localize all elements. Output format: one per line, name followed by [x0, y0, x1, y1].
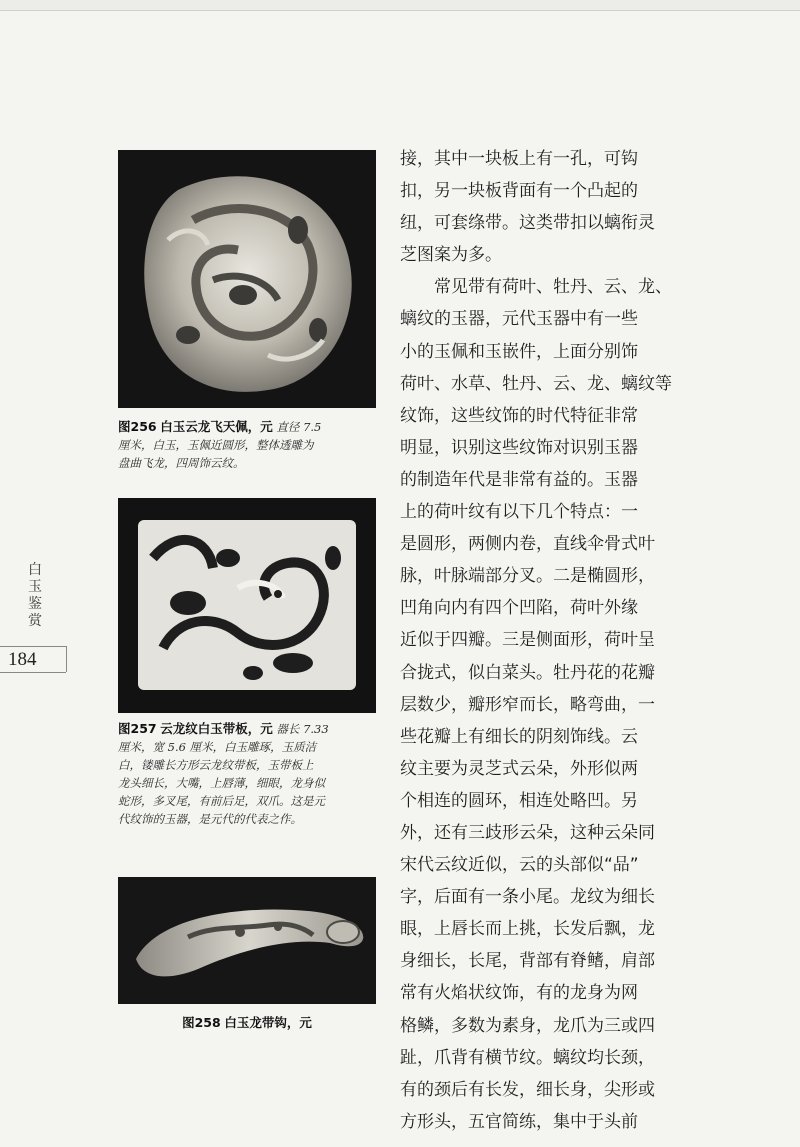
body-line: 凹角向内有四个凹陷，荷叶外缘 [400, 598, 638, 619]
body-line: 荷叶、水草、牡丹、云、龙、螭纹等 [400, 373, 672, 394]
section-label-char: 赏 [28, 613, 42, 629]
body-line: 宋代云纹近似，云的头部似“品” [400, 855, 639, 876]
section-label [15, 562, 55, 630]
fig-description-line: 代纹饰的玉器，是元代的代表之作。 [118, 812, 302, 826]
body-line: 芝图案为多。 [400, 245, 502, 266]
body-line: 扣，另一块板背面有一个凸起的 [400, 181, 638, 202]
body-line: 近似于四瓣。三是侧面形，荷叶呈 [400, 630, 655, 651]
body-line: 的制造年代是非常有益的。玉器 [400, 469, 638, 490]
fig-description-line: 龙头细长，大嘴，上唇薄，细眼，龙身似 [118, 776, 325, 790]
caption-fig258 [118, 1014, 376, 1032]
body-line: 层数少，瓣形窄而长，略弯曲，一 [400, 694, 655, 715]
body-line: 脉，叶脉端部分叉。二是椭圆形， [400, 566, 655, 587]
body-line: 方形头，五官简练，集中于头前 [400, 1111, 638, 1132]
fig-title: 白玉云龙飞天佩，元 [160, 419, 273, 434]
page-number-rule [0, 646, 66, 647]
body-line: 常有火焰状纹饰，有的龙身为网 [400, 983, 638, 1004]
body-line: 小的玉佩和玉嵌件，上面分别饰 [400, 341, 638, 362]
body-line: 纽，可套绦带。这类带扣以螭衔灵 [400, 213, 655, 234]
fig-description-line: 白，镂雕长方形云龙纹带板，玉带板上 [118, 758, 314, 772]
body-line: 是圆形，两侧内卷，直线伞骨式叶 [400, 534, 655, 555]
body-line: 有的颈后有长发，细长身，尖形或 [400, 1079, 655, 1100]
fig-title: 云龙纹白玉带板，元 [160, 721, 273, 736]
caption-fig257 [118, 720, 380, 828]
body-line: 格鳞，多数为素身，龙爪为三或四 [400, 1015, 655, 1036]
body-line: 外，还有三歧形云朵，这种云朵同 [400, 822, 655, 843]
body-line: 合拢式，似白菜头。牡丹花的花瓣 [400, 662, 655, 683]
section-label-char: 鉴 [28, 596, 42, 612]
fig-description-line: 器长 7.33 [276, 722, 329, 736]
fig-number: 图256 [118, 419, 157, 434]
body-line: 螭纹的玉器，元代玉器中有一些 [400, 309, 638, 330]
body-line: 明显，识别这些纹饰对识别玉器 [400, 437, 638, 458]
fig-description-line: 厘米，宽 5.6 厘米，白玉雕琢，玉质洁 [118, 740, 317, 754]
fig-number: 图257 [118, 721, 157, 736]
body-line: 眼，上唇长而上挑，长发后飘，龙 [400, 919, 655, 940]
body-line: 个相连的圆环，相连处略凹。另 [400, 790, 638, 811]
body-line: 些花瓣上有细长的阴刻饰线。云 [400, 726, 638, 747]
body-line: 纹饰，这些纹饰的时代特征非常 [400, 405, 638, 426]
fig-number: 图258 [182, 1015, 221, 1030]
fig-description-line: 盘曲飞龙，四周饰云纹。 [118, 456, 245, 470]
section-label-char: 白 [28, 562, 42, 578]
page-number-rule [66, 646, 67, 672]
body-line: 字，后面有一条小尾。龙纹为细长 [400, 887, 655, 908]
fig-description-line: 直径 7.5 [276, 420, 322, 434]
photo-belt-hook [118, 877, 376, 1004]
section-label-char: 玉 [28, 579, 42, 595]
body-line: 身细长，长尾，背部有脊鳍，肩部 [400, 951, 655, 972]
body-line: 趾，爪背有横节纹。螭纹均长颈， [400, 1047, 655, 1068]
photo-jade-pendant [118, 150, 376, 408]
body-text [400, 143, 698, 1138]
fig-description-line: 蛇形，多叉尾，有前后足，双爪。这是元 [118, 794, 325, 808]
body-line: 常见带有荷叶、牡丹、云、龙、 [400, 277, 672, 298]
body-line: 上的荷叶纹有以下几个特点：一 [400, 502, 638, 523]
page-top-edge [0, 0, 800, 11]
photo-belt-plaque [118, 498, 376, 713]
page-number: 184 [8, 649, 37, 670]
body-line: 纹主要为灵芝式云朵，外形似两 [400, 758, 638, 779]
fig-description-line: 厘米，白玉，玉佩近圆形，整体透雕为 [118, 438, 314, 452]
fig-title: 白玉龙带钩，元 [224, 1015, 312, 1030]
body-line: 接，其中一块板上有一孔，可钩 [400, 149, 638, 169]
page-number-rule [0, 672, 66, 673]
caption-fig256 [118, 418, 380, 472]
